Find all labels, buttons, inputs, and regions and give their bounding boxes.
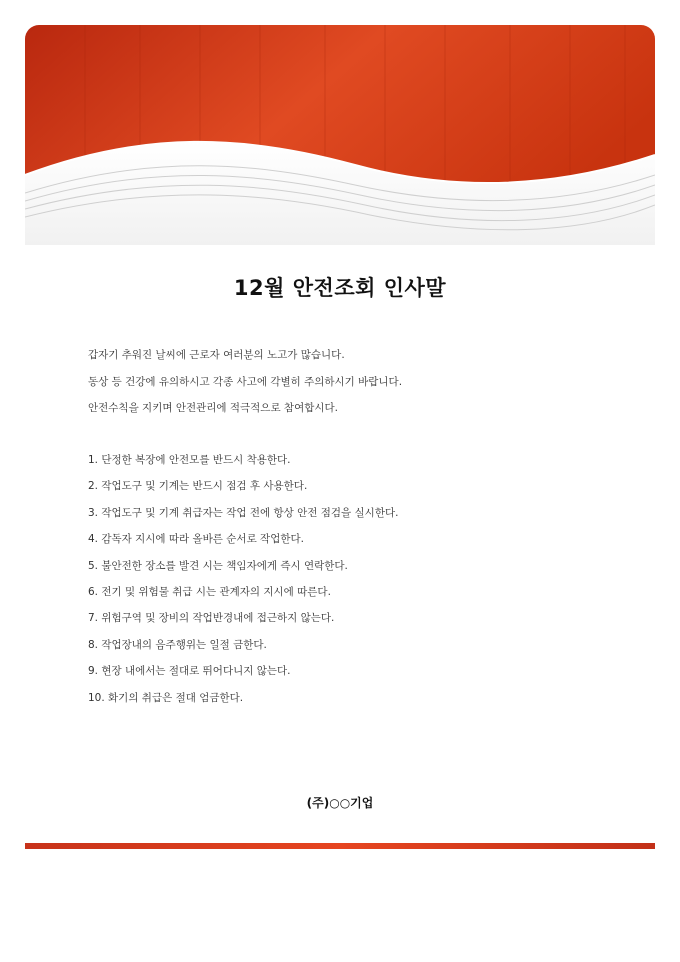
document-title: 12월 안전조회 인사말 bbox=[233, 276, 447, 300]
safety-rules-list bbox=[88, 452, 398, 716]
rule-item: 5. 불안전한 장소를 발견 시는 책임자에게 즉시 연락한다. bbox=[88, 559, 348, 572]
rule-item: 8. 작업장내의 음주행위는 일절 금한다. bbox=[88, 638, 267, 651]
rule-item: 2. 작업도구 및 기계는 반드시 점검 후 사용한다. bbox=[88, 480, 308, 493]
intro-line: 동상 등 건강에 유의하시고 각종 사고에 각별히 주의하시기 바랍니다. bbox=[88, 375, 403, 388]
footer-divider bbox=[25, 843, 655, 849]
rule-item: 1. 단정한 복장에 안전모를 반드시 착용한다. bbox=[88, 454, 291, 466]
rule-item: 10. 화기의 취급은 절대 엄금한다. bbox=[88, 691, 244, 704]
intro-paragraph bbox=[88, 347, 402, 427]
rule-item: 6. 전기 및 위험물 취급 시는 관계자의 지시에 따른다. bbox=[88, 585, 331, 598]
company-name: (주)○○기업 bbox=[306, 796, 374, 810]
rule-item: 9. 현장 내에서는 절대로 뛰어다니지 않는다. bbox=[88, 665, 291, 678]
header-banner bbox=[25, 25, 655, 245]
rule-item: 3. 작업도구 및 기계 취급자는 작업 전에 항상 안전 점검을 실시한다. bbox=[88, 506, 399, 519]
intro-line: 안전수칙을 지키며 안전관리에 적극적으로 참여합시다. bbox=[88, 402, 338, 414]
intro-line: 갑자기 추워진 날씨에 근로자 여러분의 노고가 많습니다. bbox=[88, 349, 345, 361]
rule-item: 4. 감독자 지시에 따라 올바른 순서로 작업한다. bbox=[88, 533, 304, 546]
rule-item: 7. 위험구역 및 장비의 작업반경내에 접근하지 않는다. bbox=[88, 612, 335, 625]
